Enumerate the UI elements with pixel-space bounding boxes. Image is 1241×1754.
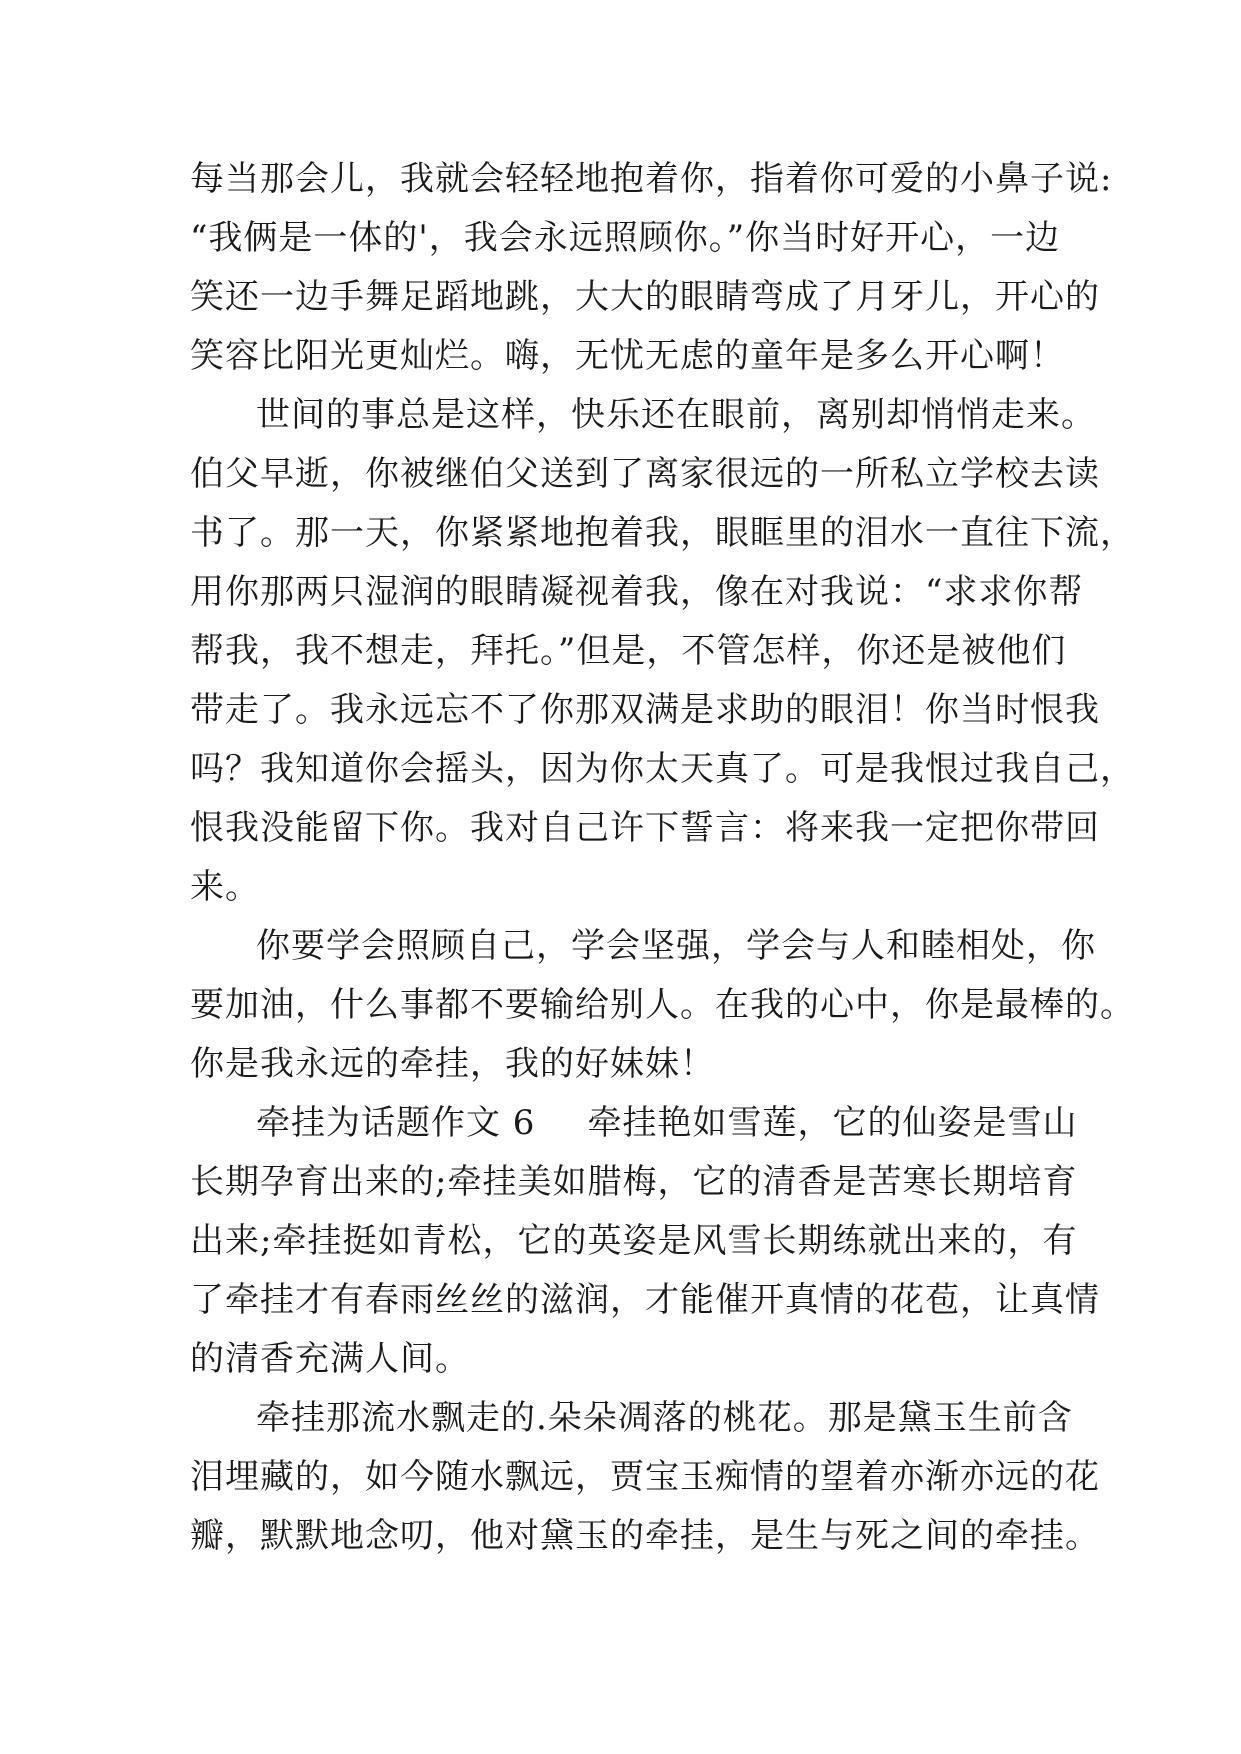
text-line: 每当那会儿，我就会轻轻地抱着你，指着你可爱的小鼻子说: [190, 159, 1113, 199]
text-line: “我俩是一体的'，我会永远照顾你。”你当时好开心，一边 [190, 218, 1061, 258]
text-line: 伯父早逝，你被继伯父送到了离家很远的一所私立学校去读 [190, 454, 1100, 494]
text-line: 帮我，我不想走，拜托。”但是，不管怎样，你还是被他们 [190, 631, 1067, 671]
paragraph-start-line: 牵挂那流水飘走的.朵朵凋落的桃花。那是黛玉生前含 [256, 1398, 1073, 1438]
text-line: 出来;牵挂挺如青松，它的英姿是风雪长期练就出来的，有 [190, 1221, 1078, 1261]
text-line: 吗？我知道你会摇头，因为你太天真了。可是我恨过我自己， [190, 749, 1135, 789]
section-first-sentence: 牵挂艳如雪莲，它的仙姿是雪山 [587, 1103, 1078, 1143]
text-line: 来。 [190, 867, 260, 907]
document-body [190, 150, 1135, 1566]
text-line: 长期孕育出来的;牵挂美如腊梅，它的清香是苦寒长期培育 [190, 1162, 1078, 1202]
text-line: 带走了。我永远忘不了你那双满是求助的眼泪！你当时恨我 [190, 690, 1100, 730]
paragraph-start-line: 世间的事总是这样，快乐还在眼前，离别却悄悄走来。 [256, 395, 1096, 435]
text-line: 你是我永远的牵挂，我的好妹妹！ [190, 1044, 715, 1084]
text-line: 泪埋藏的，如今随水飘远，贾宝玉痴情的望着亦渐亦远的花 [190, 1457, 1100, 1497]
text-line: 了牵挂才有春雨丝丝的滋润，才能催开真情的花苞，让真情 [190, 1280, 1100, 1320]
section-heading-line [190, 1094, 1078, 1153]
text-line: 要加油，什么事都不要输给别人。在我的心中，你是最棒的。 [190, 985, 1135, 1025]
text-line: 笑还一边手舞足蹈地跳，大大的眼睛弯成了月牙儿，开心的 [190, 277, 1100, 317]
text-line: 书了。那一天，你紧紧地抱着我，眼眶里的泪水一直往下流， [190, 513, 1135, 553]
text-line: 用你那两只湿润的眼睛凝视着我，像在对我说：“求求你帮 [190, 572, 1084, 612]
text-line: 的清香充满人间。 [190, 1339, 470, 1379]
text-line: 恨我没能留下你。我对自己许下誓言：将来我一定把你带回 [190, 808, 1100, 848]
text-line: 笑容比阳光更灿烂。嗨，无忧无虑的童年是多么开心啊！ [190, 336, 1065, 376]
paragraph-start-line: 你要学会照顾自己，学会坚强，学会与人和睦相处，你 [256, 926, 1096, 966]
text-line: 瓣，默默地念叨，他对黛玉的牵挂，是生与死之间的牵挂。 [190, 1516, 1100, 1556]
section-heading: 牵挂为话题作文 6 [256, 1103, 536, 1143]
